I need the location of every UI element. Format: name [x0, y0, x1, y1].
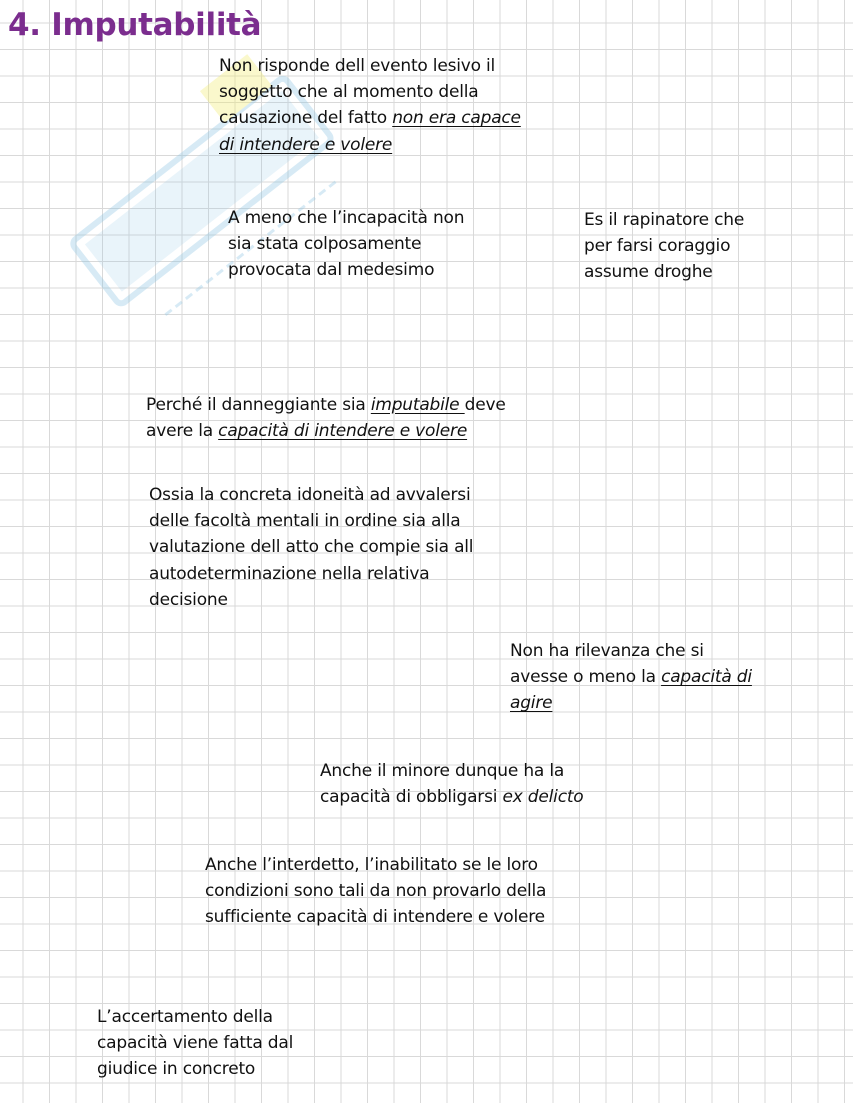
- note-imputabile-term: imputabile: [370, 395, 465, 415]
- note-accertamento: L’accertamento della capacità viene fatta dal giudice in concreto: [97, 1007, 294, 1080]
- note-imputabile-text-1: Perché il danneggiante sia: [146, 395, 371, 415]
- note-imputabile: [146, 392, 546, 444]
- note-ossia: Ossia la concreta idoneità ad avvalersi delle facoltà mentali in ordine sia alla valutazione dell atto che compie sia all autodeterminazione nella relativa decisione: [149, 485, 474, 610]
- note-minore: [320, 758, 620, 810]
- note-capacita-agire-text: Non ha rilevanza che si avesse o meno la: [510, 641, 704, 688]
- note-capacita-agire: [510, 638, 755, 717]
- note-interdetto: Anche l’interdetto, l’inabilitato se le loro condizioni sono tali da non provarlo della sufficiente capacità di intendere e volere: [205, 855, 547, 928]
- note-imputabile-capacita: capacità di intendere e volere: [218, 421, 468, 442]
- note-minore-ex-delicto: ex delicto: [502, 787, 584, 808]
- note-non-risponde-text: Non risponde dell evento lesivo il soggetto che al momento della causazione del fatto: [219, 56, 496, 129]
- page-title: 4. Imputabilità: [8, 7, 262, 43]
- note-capacita-agire-term: capacità di agire: [510, 667, 752, 714]
- note-esempio-rapinatore: Es il rapinatore che per farsi coraggio assume droghe: [584, 210, 745, 283]
- note-imputabile-text-2: deve avere la: [146, 395, 506, 442]
- note-a-meno-che: A meno che l’incapacità non sia stata colposamente provocata dal medesimo: [228, 208, 465, 281]
- note-non-risponde-emphasis: non era capace di intendere e volere: [219, 108, 521, 155]
- note-minore-text: Anche il minore dunque ha la capacità di obbligarsi: [320, 761, 565, 808]
- note-non-risponde: [219, 53, 534, 158]
